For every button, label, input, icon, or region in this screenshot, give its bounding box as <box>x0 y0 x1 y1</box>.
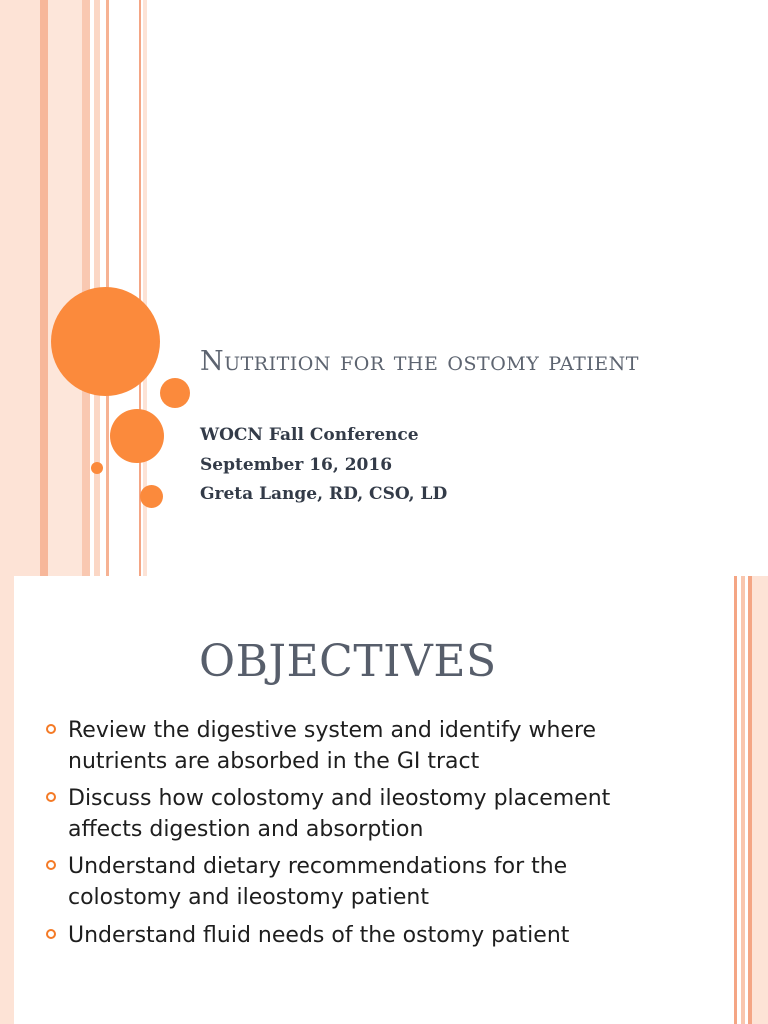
decorative-circle <box>51 287 160 396</box>
decorative-stripe <box>752 576 768 1024</box>
decorative-stripe <box>734 576 737 1024</box>
decorative-stripe <box>0 0 40 576</box>
decorative-stripe <box>741 576 745 1024</box>
decorative-circle <box>110 409 164 463</box>
presentation-date: September 16, 2016 <box>200 455 393 475</box>
objective-text: Discuss how colostomy and ileostomy placement affects digestion and absorption <box>68 786 611 842</box>
conference-name: WOCN Fall Conference <box>200 425 419 445</box>
decorative-stripe <box>0 576 14 1024</box>
bullet-icon <box>46 860 56 870</box>
decorative-circle <box>140 485 163 508</box>
decorative-circle <box>91 462 103 474</box>
objectives-slide <box>0 576 768 1024</box>
slide-title: Nutrition for the ostomy patient <box>200 346 639 377</box>
decorative-circle <box>160 378 190 408</box>
bullet-icon <box>46 724 56 734</box>
decorative-stripe <box>82 0 90 576</box>
presenter-name: Greta Lange, RD, CSO, LD <box>200 484 448 504</box>
objective-text: Review the digestive system and identify where nutrients are absorbed in the GI tract <box>68 718 597 774</box>
decorative-stripe <box>40 0 48 576</box>
slide-title: OBJECTIVES <box>199 636 497 687</box>
objective-item <box>46 920 686 951</box>
objective-item <box>46 783 686 845</box>
bullet-icon <box>46 929 56 939</box>
objective-item <box>46 851 686 913</box>
objective-item <box>46 715 686 777</box>
bullet-icon <box>46 792 56 802</box>
decorative-stripe <box>48 0 82 576</box>
objective-text: Understand fluid needs of the ostomy patient <box>68 923 570 948</box>
objective-text: Understand dietary recommendations for the colostomy and ileostomy patient <box>68 854 568 910</box>
